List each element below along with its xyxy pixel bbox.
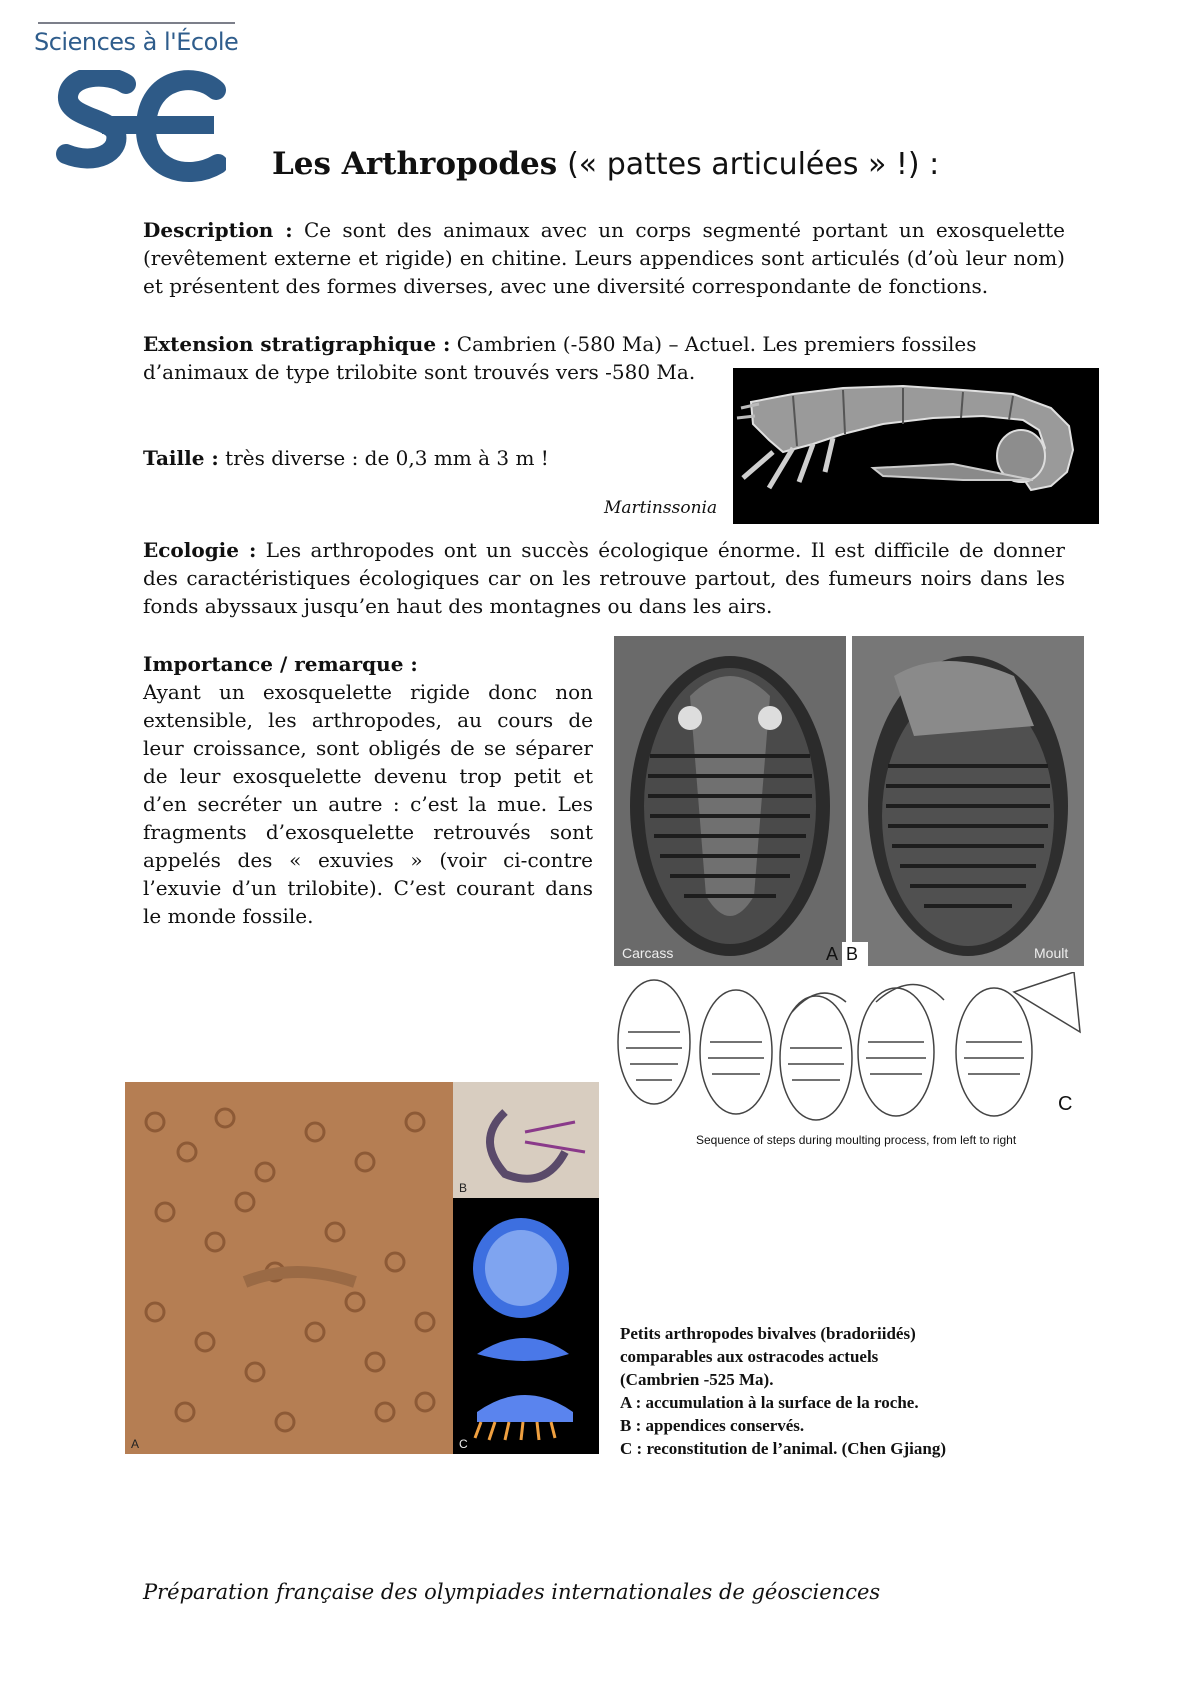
- title-rest: (« pattes articulées » !) :: [567, 147, 940, 182]
- footer-text: Préparation française des olympiades internationales de géosciences: [143, 1580, 881, 1604]
- label-bradoriid-b: B: [459, 1181, 468, 1195]
- trilobite-drawing: [614, 636, 1084, 966]
- extension-text-1: Cambrien (-580 Ma) – Actuel. Les premiers fossiles: [456, 332, 977, 356]
- logo-rule: [38, 22, 235, 24]
- legend-line: Petits arthropodes bivalves (bradoriidés): [620, 1324, 916, 1343]
- logo-se-mark: [56, 70, 226, 185]
- martinssonia-fossil-image: [733, 368, 1099, 524]
- importance-label: Importance / remarque :: [143, 652, 418, 676]
- ecologie-paragraph: [143, 536, 1065, 620]
- legend-line: comparables aux ostracodes actuels: [620, 1347, 879, 1366]
- legend-line: (Cambrien -525 Ma).: [620, 1370, 774, 1389]
- trilobite-photos: [614, 636, 1084, 966]
- taille-text: très diverse : de 0,3 mm à 3 m !: [225, 446, 549, 470]
- moulting-sequence-drawing: [614, 972, 1084, 1152]
- label-carcass: Carcass: [622, 945, 674, 961]
- bradoriid-legend: [620, 1322, 1040, 1460]
- label-a: A: [826, 944, 839, 964]
- label-moult: Moult: [1034, 945, 1069, 961]
- description-text: Ce sont des animaux avec un corps segmenté portant un exosquelette (revêtement externe et rigide) en chitine. Leurs appendices sont articulés (d’où leur nom) et présentent des formes diverses, avec une diversité correspondante de fonctions.: [143, 218, 1066, 298]
- label-bradoriid-a: A: [131, 1437, 140, 1451]
- description-label: Description :: [143, 218, 293, 242]
- extension-text-2: d’animaux de type trilobite sont trouvés vers -580 Ma.: [143, 360, 696, 384]
- label-b: B: [846, 944, 859, 964]
- martinssonia-caption: Martinssonia: [604, 498, 718, 518]
- logo: [30, 22, 239, 182]
- label-bradoriid-c: C: [459, 1437, 468, 1451]
- ecologie-text: Les arthropodes ont un succès écologique énorme. Il est difficile de donner des caractéristiques écologiques car on les retrouve partout, des fumeurs noirs dans les fonds abyssaux jusqu’en haut des montagnes ou dans les airs.: [143, 538, 1065, 618]
- page-title: [272, 146, 939, 182]
- bradoriid-photos: [125, 1082, 599, 1454]
- title-bold: Les Arthropodes: [272, 146, 558, 182]
- taille-paragraph: [143, 444, 663, 472]
- legend-line: A : accumulation à la surface de la roche.: [620, 1393, 919, 1412]
- legend-line: C : reconstitution de l’animal. (Chen Gjiang): [620, 1439, 946, 1458]
- logo-text: Sciences à l'École: [34, 28, 239, 56]
- extension-label: Extension stratigraphique :: [143, 332, 451, 356]
- martinssonia-drawing: [733, 368, 1099, 524]
- importance-text: Ayant un exosquelette rigide donc non extensible, les arthropodes, au cours de leur croissance, sont obligés de se séparer de leur exosquelette devenu trop petit et d’en secréter un autre : c’est la mue. Les fragments d’exosquelette retrouvés sont appelés des « exuvies » (voir ci-contre l’exuvie d’un trilobite). C’est courant dans le monde fossile.: [143, 680, 593, 928]
- description-paragraph: [143, 216, 1065, 300]
- moulting-sequence-svg: [614, 972, 1084, 1152]
- label-c: C: [1058, 1093, 1073, 1115]
- legend-line: B : appendices conservés.: [620, 1416, 805, 1435]
- taille-label: Taille :: [143, 446, 219, 470]
- bradoriid-drawing: [125, 1082, 599, 1454]
- ecologie-label: Ecologie :: [143, 538, 257, 562]
- importance-paragraph: [143, 650, 593, 930]
- moulting-caption: Sequence of steps during moulting process, from left to right: [696, 1133, 1017, 1147]
